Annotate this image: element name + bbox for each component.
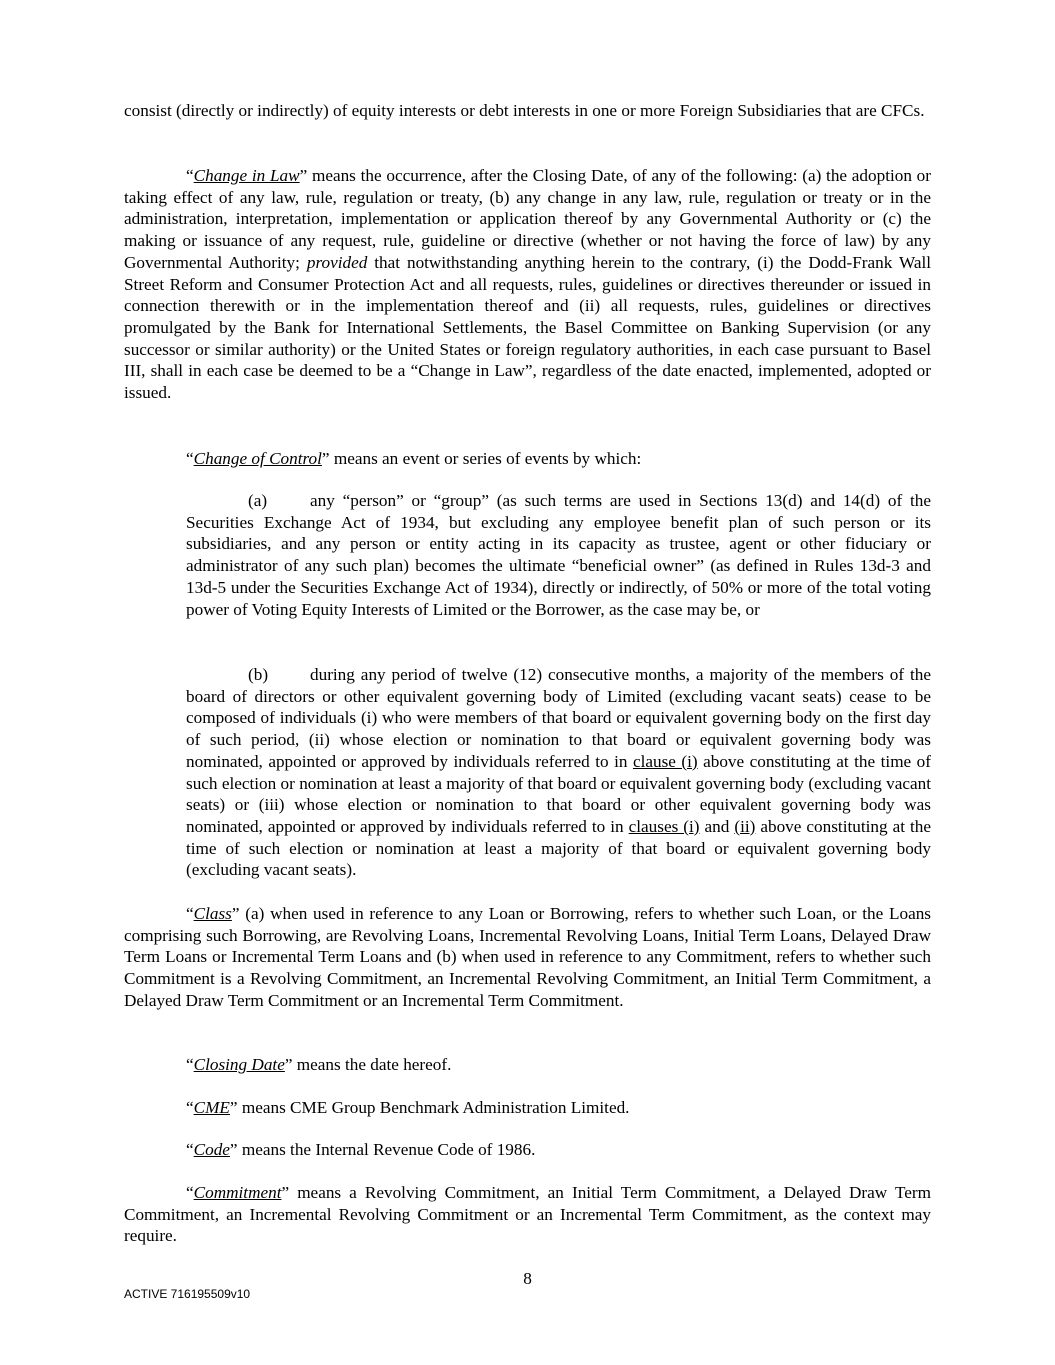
document-id: ACTIVE 716195509v10 — [124, 1287, 251, 1301]
definition-commitment — [124, 1182, 931, 1247]
definition-text: ” means the date hereof. — [284, 1055, 452, 1074]
clause-text: above constituting at the time of such election or nomination at least a majority of that board or equivalent governing body (excluding vacant seats). — [186, 816, 931, 880]
definition-class — [124, 903, 931, 1012]
clause-reference: clause (i) — [632, 751, 698, 771]
clause-marker: (b) — [248, 665, 269, 684]
defined-term: Change of Control — [193, 449, 322, 468]
defined-term: Change in Law — [193, 166, 300, 185]
open-quote: “ — [186, 449, 194, 468]
clause-text: and — [699, 816, 735, 836]
clause-marker: (a) — [248, 491, 268, 510]
defined-term: Commitment — [193, 1183, 282, 1202]
clause-text: during any period of twelve (12) consecutive months, a majority of the members of the board of directors or other equivalent governing body of Limited (excluding vacant seats) cease to be composed of individuals (i) who were members of that board or equivalent governing body on the first day of such period, (ii) whose election or nomination to that board or equivalent governing body was nominated, appointed or approved by individuals referred to in — [186, 665, 931, 771]
page-number: 8 — [523, 1269, 532, 1288]
clause-text: any “person” or “group” (as such terms are used in Sections 13(d) and 14(d) of the Securities Exchange Act of 1934, but excluding any employee benefit plan of such person or its subsidiaries, and any person or entity acting in its capacity as trustee, agent or other fiduciary or administrator of any such plan) becomes the ultimate “beneficial owner” (as defined in Rules 13d-3 and 13d-5 under the Securities Exchange Act of 1934), directly or indirectly, of 50% or more of the total voting power of Voting Equity Interests of Limited or the Borrower, as the case may be, or — [186, 491, 931, 619]
defined-term: Closing Date — [193, 1055, 285, 1074]
clause-b — [186, 664, 931, 881]
open-quote: “ — [186, 1055, 194, 1074]
definition-change-in-law — [124, 165, 931, 404]
clause-a — [186, 490, 931, 620]
definition-text: ” means the Internal Revenue Code of 1986. — [229, 1140, 536, 1159]
clause-text: above constituting at the time of such election or nomination at least a majority of that board or equivalent governing body (excluding vacant seats) or (iii) whose election or nomination to that board or other equivalent governing body was nominated, appointed or approved by individuals referred to in — [186, 751, 931, 836]
defined-term: CME — [193, 1098, 230, 1117]
definition-text: ” means CME Group Benchmark Administration Limited. — [229, 1098, 630, 1117]
paragraph-cfc-continuation — [124, 100, 931, 122]
definition-text: ” means an event or series of events by which: — [321, 449, 642, 468]
definition-code — [124, 1139, 931, 1161]
open-quote: “ — [186, 1183, 194, 1202]
open-quote: “ — [186, 904, 194, 923]
open-quote: “ — [186, 1098, 194, 1117]
defined-term: Code — [193, 1140, 230, 1159]
open-quote: “ — [186, 1140, 194, 1159]
definition-text: ” means the occurrence, after the Closing Date, of any of the following: (a) the adoption or taking effect of any law, rule, regulation or treaty, (b) any change in any law, rule, regulation or treaty or in the administration, interpretation, implementation or application thereof by any Governmental Authority or (c) the making or issuance of any request, rule, guideline or directive (whether or not having the force of law) by any Governmental Authority; — [124, 166, 932, 272]
definition-cme — [124, 1097, 931, 1119]
defined-term: Class — [193, 904, 232, 923]
provided-keyword: provided — [306, 252, 368, 272]
definition-closing-date — [124, 1054, 931, 1076]
clause-reference: clauses (i) — [628, 816, 700, 836]
definition-text: ” means a Revolving Commitment, an Initial Term Commitment, a Delayed Draw Term Commitment, an Incremental Revolving Commitment or an Incremental Term Commitment, as the context may require. — [124, 1183, 931, 1246]
clause-reference: (ii) — [734, 816, 756, 836]
definition-text: ” (a) when used in reference to any Loan or Borrowing, refers to whether such Loan, or the Loans comprising such Borrowing, are Revolving Loans, Incremental Revolving Loans, Initial Term Loans, Delayed Draw Term Loans or Incremental Term Loans and (b) when used in reference to any Commitment, refers to whether such Commitment is a Revolving Commitment, an Incremental Revolving Commitment, an Initial Term Commitment, a Delayed Draw Term Commitment or an Incremental Term Commitment. — [124, 904, 931, 1010]
open-quote: “ — [186, 166, 194, 185]
paragraph-text: consist (directly or indirectly) of equity interests or debt interests in one or more Foreign Subsidiaries that are CFCs. — [124, 101, 925, 120]
definition-text: that notwithstanding anything herein to the contrary, (i) the Dodd-Frank Wall Street Reform and Consumer Protection Act and all requests, rules, guidelines or directives thereunder or issued in connection therewith or in the implementation thereof and (ii) all requests, rules, guidelines or directives promulgated by the Bank for International Settlements, the Basel Committee on Banking Supervision (or any successor or similar authority) or the United States or foreign regulatory authorities, in each case pursuant to Basel III, shall in each case be deemed to be a “Change in Law”, regardless of the date enacted, implemented, adopted or issued. — [124, 252, 931, 403]
definition-change-of-control — [124, 448, 931, 470]
